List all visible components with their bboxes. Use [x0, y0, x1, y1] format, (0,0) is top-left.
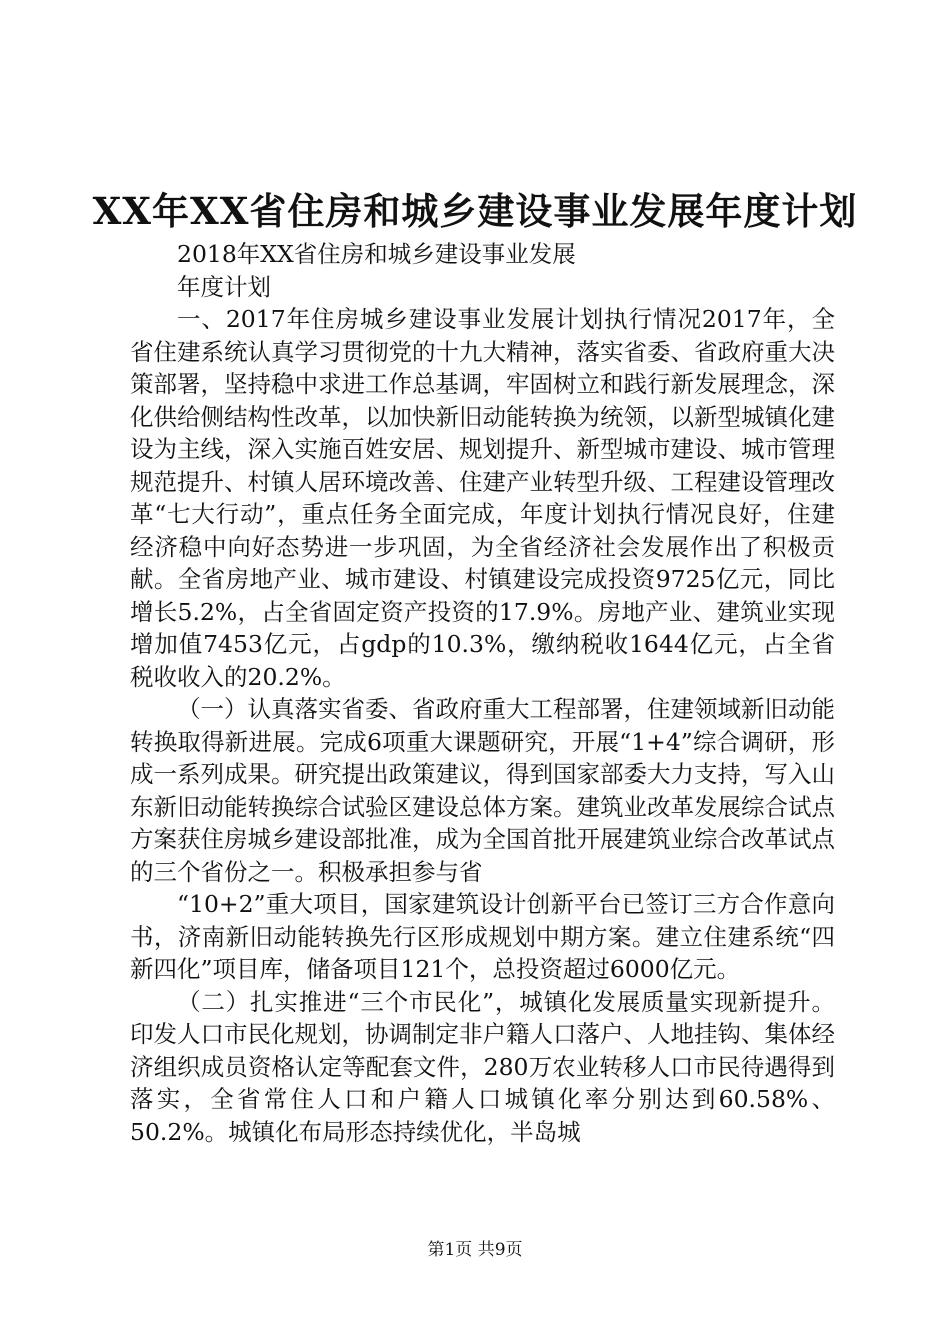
paragraph: （二）扎实推进“三个市民化”，城镇化发展质量实现新提升。印发人口市民化规划，协调制定非户籍人口落户、人地挂钩、集体经济组织成员资格认定等配套文件，280万农业转移人口市民待遇得到落实，全省常住人口和户籍人口城镇化率分别达到60.58%、50.2%。城镇化布局形态持续优化，半岛城: [130, 987, 835, 1146]
paragraph: “10+2”重大项目，国家建筑设计创新平台已签订三方合作意向书，济南新旧动能转换先行区形成规划中期方案。建立住建系统“四新四化”项目库，储备项目121个，总投资超过6000亿元。: [130, 890, 835, 983]
subtitle-line-2: 年度计划: [177, 272, 271, 301]
paragraph: （一）认真落实省委、省政府重大工程部署，住建领域新旧动能转换取得新进展。完成6项重大课题研究，开展“1+4”综合调研，形成一系列成果。研究提出政策建议，得到国家部委大力支持，写入山东新旧动能转换综合试验区建设总体方案。建筑业改革发展综合试点方案获住房城乡建设部批准，成为全国首批开展建筑业综合改革试点的三个省份之一。积极承担参与省: [130, 695, 835, 886]
subtitle-line-1: 2018年XX省住房和城乡建设事业发展: [177, 240, 576, 268]
document-body: [130, 238, 835, 1148]
page-number: 第1页 共9页: [427, 1240, 523, 1260]
document-title: XX年XX省住房和城乡建设事业发展年度计划: [92, 189, 858, 233]
paragraph: 一、2017年住房城乡建设事业发展计划执行情况2017年，全省住建系统认真学习贯彻党的十九大精神，落实省委、省政府重大决策部署，坚持稳中求进工作总基调，牢固树立和践行新发展理念，深化供给侧结构性改革，以加快新旧动能转换为统领，以新型城镇化建设为主线，深入实施百姓安居、规划提升、新型城市建设、城市管理规范提升、村镇人居环境改善、住建产业转型升级、工程建设管理改革“七大行动”，重点任务全面完成，年度计划执行情况良好，住建经济稳中向好态势进一步巩固，为全省经济社会发展作出了积极贡献。全省房地产业、城市建设、村镇建设完成投资9725亿元，同比增长5.2%，占全省固定资产投资的17.9%。房地产业、建筑业实现增加值7453亿元，占gdp的10.3%，缴纳税收1644亿元，占全省税收收入的20.2%。: [130, 305, 835, 691]
